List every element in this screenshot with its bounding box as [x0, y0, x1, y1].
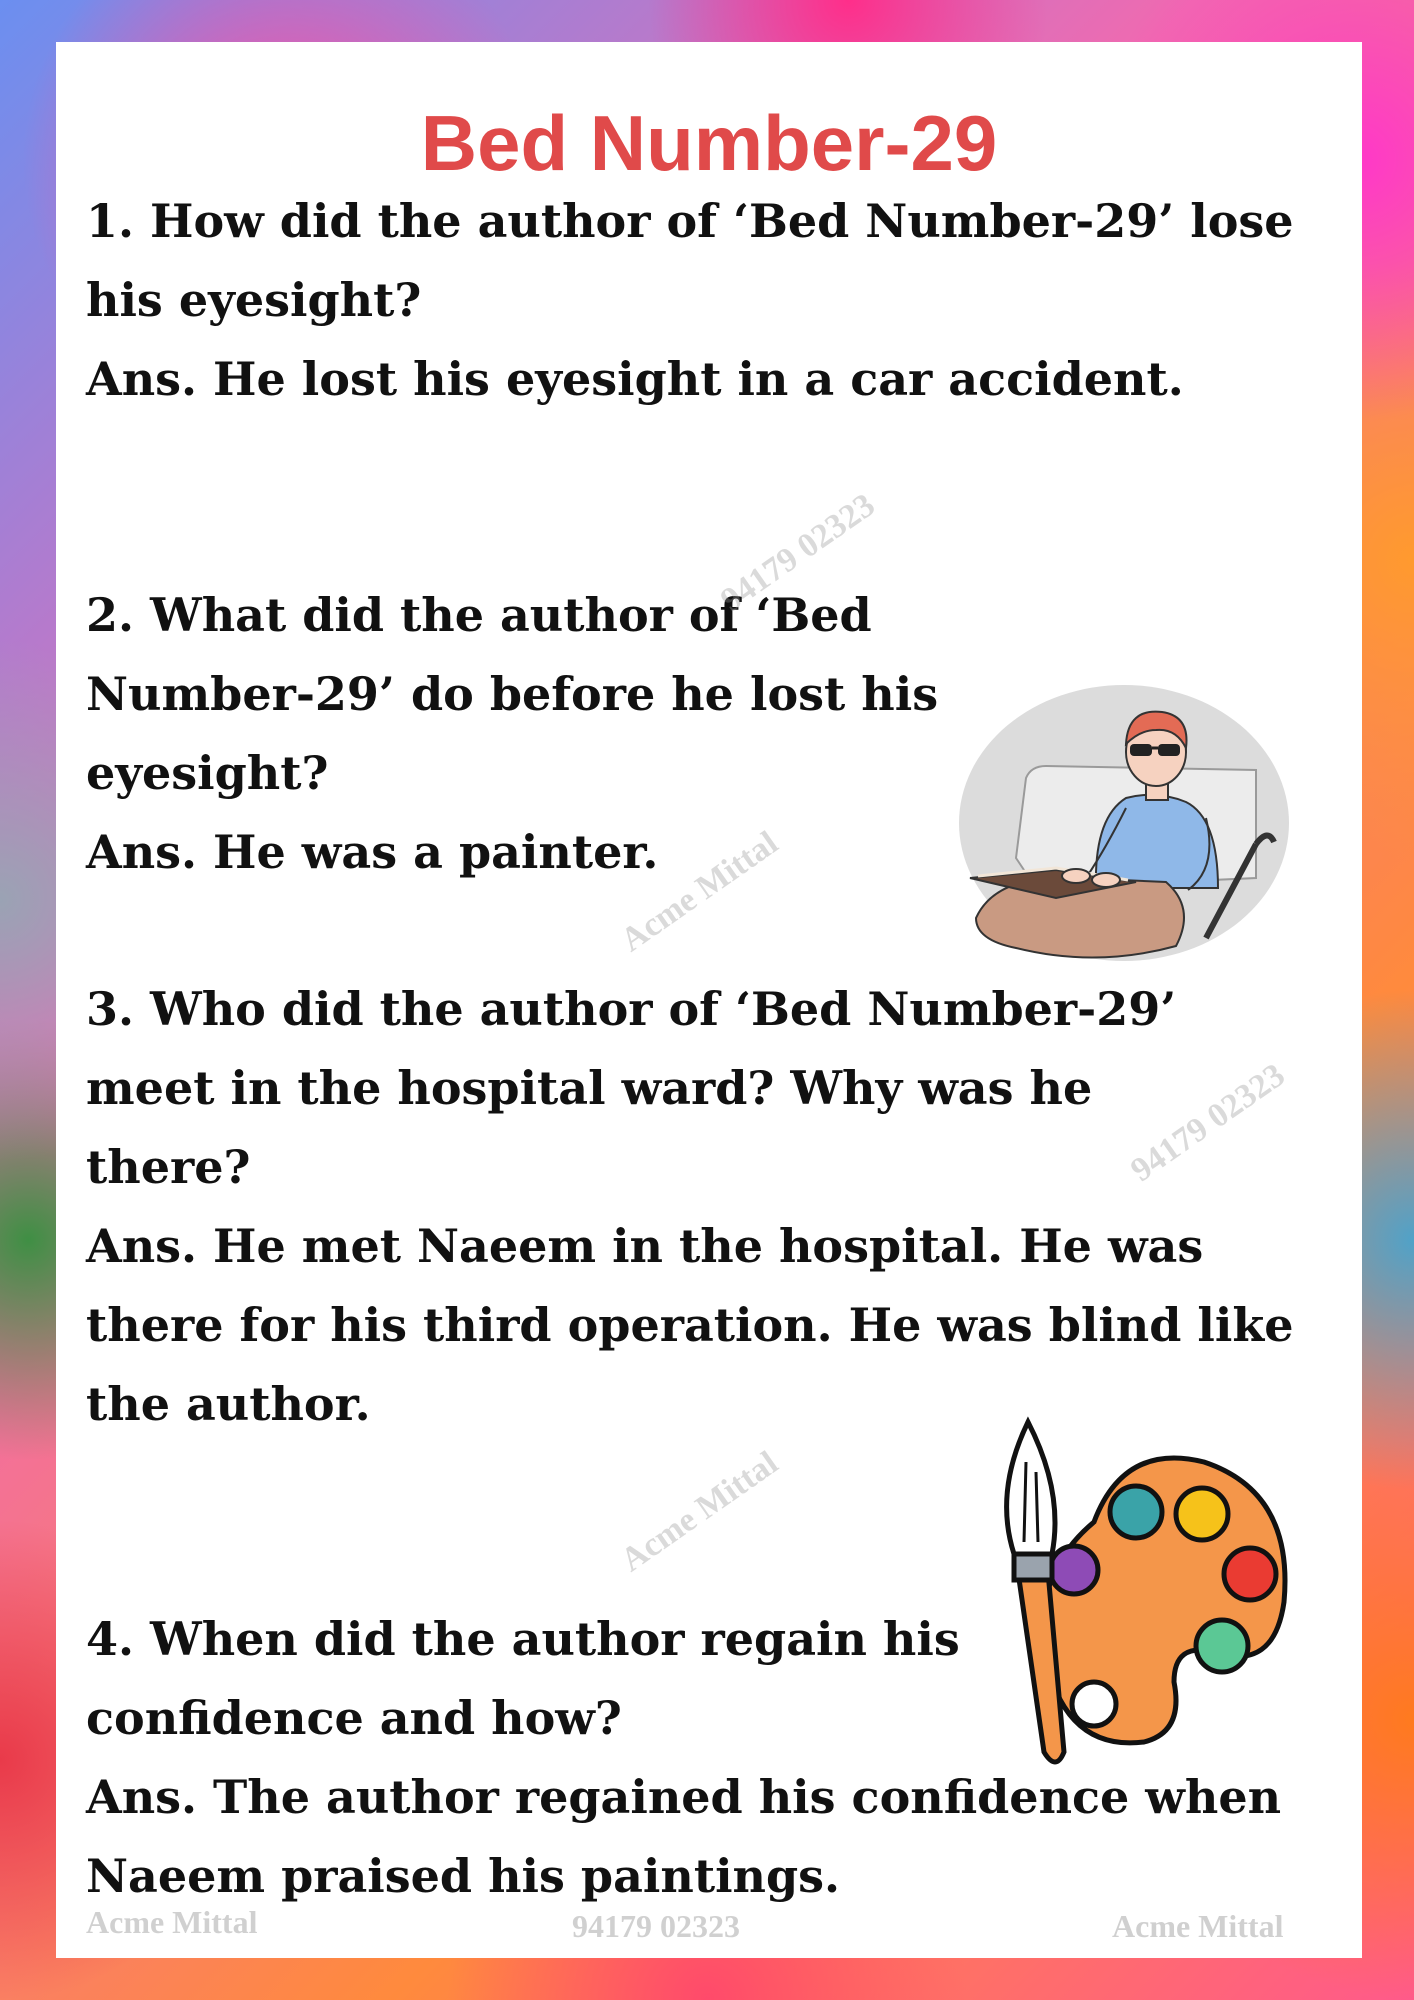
watermark-name-2: Acme Mittal: [614, 1444, 785, 1580]
footer-center: 94179 02323: [572, 1908, 740, 1944]
qa-item-1: [86, 182, 1306, 419]
answer-2: Ans. He was a painter.: [86, 825, 659, 879]
answer-4: Ans. The author regained his confidence when Naeem praised his paintings.: [86, 1770, 1282, 1903]
watermark-name-1: Acme Mittal: [614, 824, 785, 960]
footer-right: Acme Mittal: [1112, 1908, 1284, 1944]
question-4: 4. When did the author regain his confidence and how?: [86, 1612, 960, 1745]
watermark-phone-2: 94179 02323: [1124, 1056, 1292, 1190]
blind-reader-illustration: [956, 678, 1296, 968]
question-2: 2. What did the author of ‘Bed Number-29’ do before he lost his eyesight?: [86, 588, 939, 800]
question-1: 1. How did the author of ‘Bed Number-29’ lose his eyesight?: [86, 194, 1294, 327]
footer-left: Acme Mittal: [86, 1904, 258, 1940]
page-title: Bed Number-29: [420, 99, 998, 187]
question-3: 3. Who did the author of ‘Bed Number-29’ meet in the hospital ward? Why was he there?: [86, 982, 1177, 1194]
answer-3: Ans. He met Naeem in the hospital. He was there for his third operation. He was blind like the author.: [86, 1219, 1294, 1431]
watermark-phone-1: 94179 02323: [714, 486, 882, 620]
answer-1: Ans. He lost his eyesight in a car accident.: [86, 352, 1184, 406]
content-card: [56, 42, 1362, 1958]
qa-item-3: [86, 970, 1306, 1444]
paint-palette-icon: [974, 1402, 1294, 1782]
